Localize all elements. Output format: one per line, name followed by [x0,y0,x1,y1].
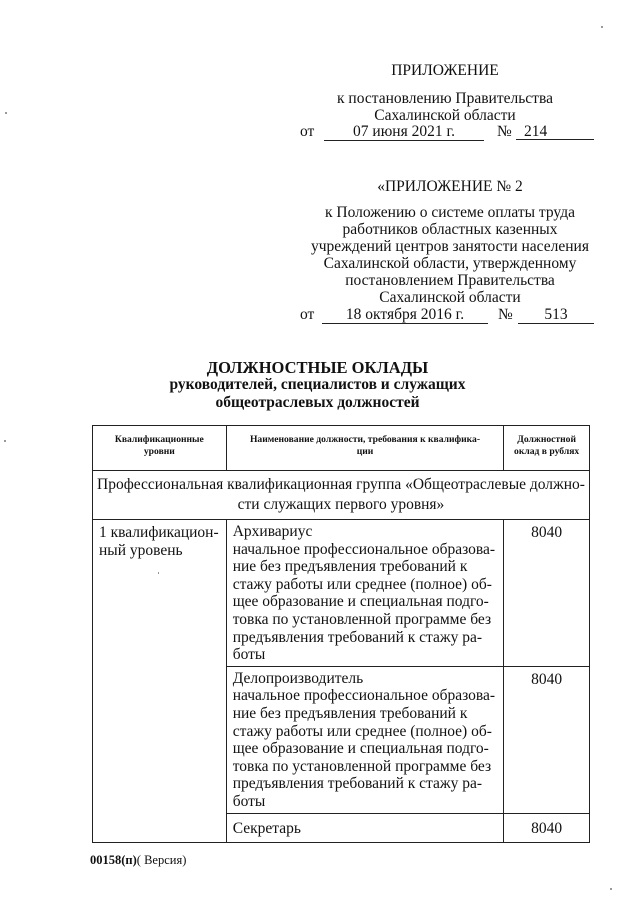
appendix-1-line: к постановлению Правительства [337,90,553,107]
requirement-line: боты [232,646,266,664]
scan-speck [610,888,612,890]
appendix-2-line: постановлением Правительства [345,272,555,289]
table-row [93,520,590,667]
document-number: 513 [518,306,594,324]
qualification-group: Профессиональная квалификационная группа «Общеотраслевые должно- сти служащих первого уровня» [93,471,590,520]
scan-speck [601,26,603,28]
requirement-line: начальное профессиональное образова- [232,687,496,705]
appendix-2-block [300,178,600,306]
appendix-1-block [330,62,560,124]
appendix-2-line: Сахалинской области, утвержденному [323,255,577,272]
document-code: 00158(п) [90,853,137,867]
document-version: ( Версия) [136,853,187,867]
document-date: 07 июня 2021 г. [324,123,484,141]
appendix-2-line: Сахалинской области [379,289,521,306]
column-header-levels: Квалификационные уровни [93,426,227,471]
salary-value: 8040 [504,813,590,842]
requirement-line: предъявления требований к стажу ра- [232,628,483,646]
requirement-line: товка по установленной программе без [232,610,492,628]
requirement-line: стажу работы или среднее (полное) об- [232,722,492,740]
requirement-line: начальное профессиональное образова- [232,540,496,558]
page-title: ДОЛЖНОСТНЫЕ ОКЛАДЫ [206,358,429,377]
salary-table [92,425,590,843]
requirement-line: щее образование и специальная подго- [232,593,489,611]
column-header-position: Наименование должности, требования к квалифика- ции [226,426,504,471]
position-name: Секретарь [232,819,301,837]
salary-value: 8040 [504,520,590,667]
column-header-salary: Должностной оклад в рублях [504,426,590,471]
requirement-line: ние без предъявления требований к [232,704,468,722]
requirement-line: предъявления требований к стажу ра- [232,775,483,793]
appendix-1-date-row [300,123,600,143]
number-label: № [498,306,513,323]
requirement-line: щее образование и специальная подго- [232,740,489,758]
group-row [93,471,590,520]
appendix-1-line: Сахалинской области [374,107,516,124]
scan-speck [4,440,6,442]
appendix-2-line: учреждений центров занятости населения [311,238,589,255]
salary-value: 8040 [504,666,590,813]
from-label: от [300,306,315,323]
appendix-1-title: ПРИЛОЖЕНИЕ [391,62,499,79]
position-cell [226,666,504,813]
table-header-row [93,426,590,471]
position-cell [226,520,504,667]
appendix-2-line: работников областных казенных [342,221,558,238]
footer [90,853,186,868]
page-subtitle: общеотраслевых должностей [215,394,420,411]
appendix-2-line: к Положению о системе оплаты труда [325,204,575,221]
from-label: от [300,123,315,140]
requirement-line: боты [232,792,266,810]
position-name: Делопроизводитель [232,669,364,687]
appendix-2-title: «ПРИЛОЖЕНИЕ № 2 [377,178,523,195]
position-name: Архивариус [232,523,313,540]
page-subtitle: руководителей, специалистов и служащих [169,376,466,393]
position-cell [226,813,504,842]
appendix-2-date-row [300,306,600,326]
document-number: 214 [516,123,594,140]
requirement-line: товка по установленной программе без [232,757,492,775]
requirement-line: стажу работы или среднее (полное) об- [232,575,492,593]
number-label: № [497,123,512,140]
requirement-line: ние без предъявления требований к [232,558,468,576]
scan-speck [158,572,159,574]
document-date: 18 октября 2016 г. [322,306,488,324]
qualification-level: 1 квалификацион- ный уровень [93,520,227,843]
scan-speck [5,112,7,114]
